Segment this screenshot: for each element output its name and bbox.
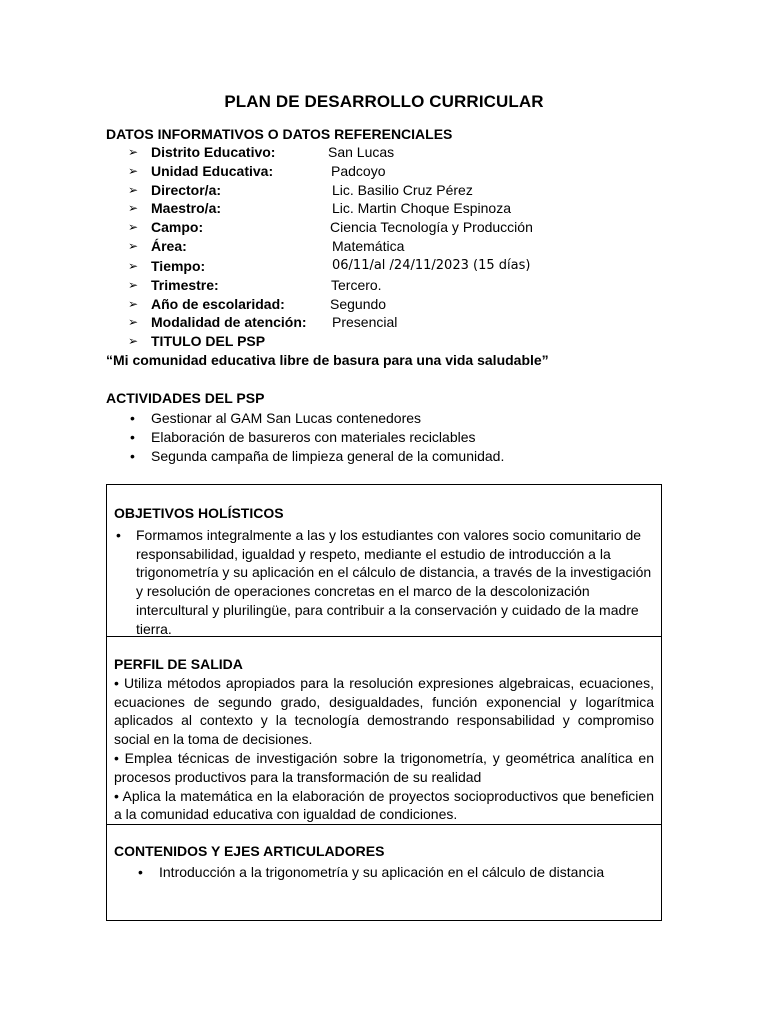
info-row-campo — [0, 218, 768, 237]
contenidos-heading: CONTENIDOS Y EJES ARTICULADORES — [114, 843, 385, 859]
perfil-heading: PERFIL DE SALIDA — [114, 656, 243, 672]
list-item — [114, 863, 654, 882]
info-list — [0, 143, 768, 351]
arrow-bullet-icon: ➢ — [128, 145, 139, 159]
info-row-tiempo — [0, 256, 768, 276]
arrow-bullet-icon: ➢ — [128, 163, 139, 178]
info-value: Tercero. — [331, 276, 382, 293]
list-item — [106, 409, 504, 428]
info-label: TITULO DEL PSP — [151, 333, 266, 350]
arrow-bullet-icon: ➢ — [128, 334, 139, 349]
info-value: Ciencia Tecnología y Producción — [330, 219, 533, 236]
info-value: 06/11/al /24/11/2023 (15 días) — [332, 257, 531, 273]
perfil-line: • Emplea técnicas de investigación sobre la trigonometría, y geométrica analítica en procesos productivos para la transformación de su realidad — [114, 749, 654, 785]
perfil-box — [107, 637, 661, 825]
activity-text: Segunda campaña de limpieza general de la comunidad. — [151, 447, 505, 464]
activities-heading: ACTIVIDADES DEL PSP — [106, 390, 265, 406]
info-label: Modalidad de atención: — [151, 314, 307, 331]
bullet-icon: • — [130, 447, 135, 464]
info-label: Campo: — [151, 219, 204, 236]
info-label: Tiempo: — [151, 257, 206, 274]
info-label: Año de escolaridad: — [151, 295, 285, 312]
bullet-icon: • — [130, 428, 135, 445]
objetivos-heading: OBJETIVOS HOLÍSTICOS — [114, 505, 284, 521]
arrow-bullet-icon: ➢ — [128, 277, 139, 292]
info-value: Segundo — [330, 295, 387, 312]
info-row-titulo-psp — [0, 332, 768, 351]
info-label: Maestro/a: — [151, 200, 222, 217]
info-label: Área: — [151, 237, 187, 254]
info-label: Distrito Educativo: — [151, 144, 276, 160]
info-label: Unidad Educativa: — [151, 162, 274, 179]
arrow-bullet-icon: ➢ — [128, 201, 139, 216]
info-row-maestro — [0, 199, 768, 218]
page-title: PLAN DE DESARROLLO CURRICULAR — [224, 92, 544, 111]
info-value: Padcoyo — [331, 162, 386, 179]
contenido-text: Introducción a la trigonometría y su aplicación en el cálculo de distancia — [159, 863, 605, 880]
info-row-area — [0, 237, 768, 256]
info-value: Lic. Martin Choque Espinoza — [332, 200, 511, 217]
info-value: Lic. Basilio Cruz Pérez — [332, 181, 473, 198]
contenidos-box — [107, 825, 661, 920]
info-value: San Lucas — [328, 144, 395, 160]
arrow-bullet-icon: ➢ — [128, 315, 139, 330]
bullet-icon: • — [116, 526, 121, 543]
arrow-bullet-icon: ➢ — [128, 238, 139, 253]
info-row-trimestre — [0, 276, 768, 295]
bullet-icon: • — [138, 863, 143, 880]
arrow-bullet-icon: ➢ — [128, 220, 139, 235]
bullet-icon: • — [130, 410, 135, 426]
info-row-anio — [0, 295, 768, 314]
objetivos-box — [107, 485, 661, 637]
perfil-line: • Utiliza métodos apropiados para la resolución expresiones algebraicas, ecuaciones, ecuaciones de segundo grado, desigualdades, función exponencial y logarítmica aplicados al contexto y la tecnología demostrando responsabilidad y compromiso social en la toma de decisiones. — [114, 674, 654, 748]
perfil-line: • Aplica la matemática en la elaboración de proyectos socioproductivos que beneficien a la comunidad educativa con igualdad de condiciones. — [114, 787, 654, 823]
arrow-bullet-icon: ➢ — [128, 258, 139, 273]
objetivo-text: Formamos integralmente a las y los estudiantes con valores socio comunitario de responsabilidad, igualdad y respeto, mediante el estudio de introducción a la trigonometría y su aplicación en el cálculo de distancia, a través de la investigación y resolución de operaciones concretas en el marco de la descolonización intercultural y plurilingüe, para contribuir a la conservación y cuidado de la madre tierra. — [136, 526, 652, 637]
arrow-bullet-icon: ➢ — [128, 182, 139, 197]
info-row-distrito — [0, 143, 768, 162]
info-row-director — [0, 181, 768, 200]
info-heading: DATOS INFORMATIVOS O DATOS REFERENCIALES — [106, 126, 453, 142]
list-item — [106, 447, 504, 466]
info-label: Director/a: — [151, 181, 222, 198]
list-item — [106, 428, 504, 447]
info-label: Trimestre: — [151, 276, 219, 293]
info-row-unidad — [0, 162, 768, 181]
curriculum-table — [106, 484, 662, 921]
psp-title: “Mi comunidad educativa libre de basura para una vida saludable” — [106, 352, 549, 368]
activities-list — [106, 409, 504, 465]
activity-text: Gestionar al GAM San Lucas contenedores — [151, 410, 422, 426]
info-value: Presencial — [332, 314, 398, 331]
list-item — [114, 526, 654, 639]
activity-text: Elaboración de basureros con materiales reciclables — [151, 428, 476, 445]
arrow-bullet-icon: ➢ — [128, 296, 139, 311]
info-row-modalidad — [0, 313, 768, 332]
info-value: Matemática — [332, 237, 405, 254]
